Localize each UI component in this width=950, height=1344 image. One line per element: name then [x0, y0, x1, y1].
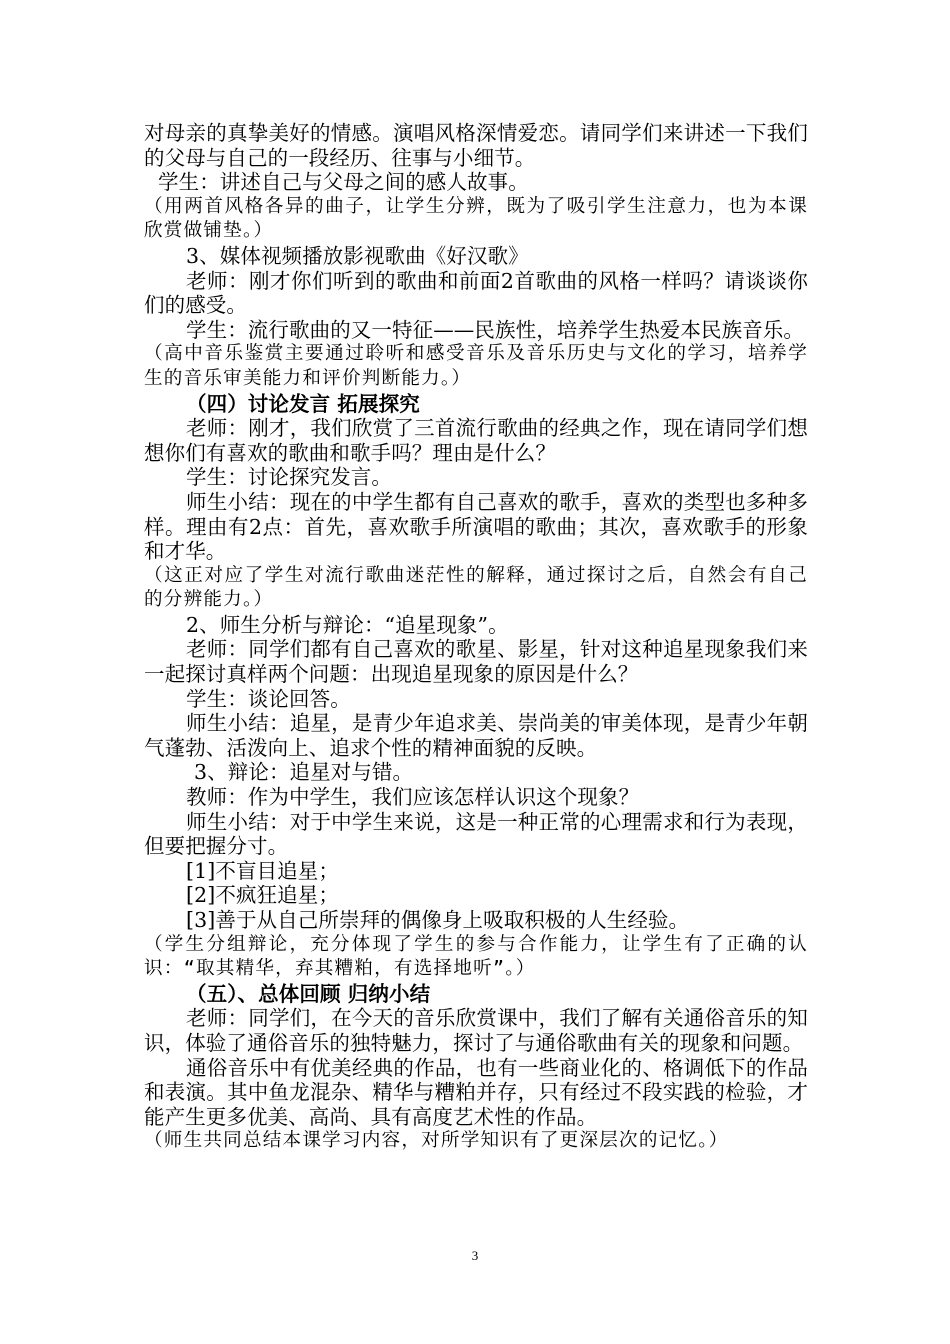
- paragraph-summary: 师生小结：现在的中学生都有自己喜欢的歌手，喜欢的类型也多种多样。理由有2点：首先，喜欢歌手所演唱的歌曲；其次，喜欢歌手的形象和才华。: [144, 489, 808, 564]
- paragraph-teacher-question: 老师：刚才，我们欣赏了三首流行歌曲的经典之作，现在请同学们想想你们有喜欢的歌曲和歌手吗？理由是什么？: [144, 416, 808, 465]
- paragraph-summary: 师生小结：对于中学生来说，这是一种正常的心理需求和行为表现，但要把握分寸。: [144, 809, 808, 859]
- paragraph-student-response: 学生：流行歌曲的又一特征——民族性，培养学生热爱本民族音乐。: [186, 317, 804, 342]
- paragraph-teacher-statement: 老师：同学们，在今天的音乐欣赏课中，我们了解有关通俗音乐的知识，体验了通俗音乐的独特魅力，探讨了与通俗歌曲有关的现象和问题。: [144, 1006, 808, 1055]
- paragraph-teacher-question: 老师：同学们都有自己喜欢的歌星、影星，针对这种追星现象我们来一起探讨真样两个问题：出现追星现象的原因是什么？: [144, 637, 808, 687]
- paragraph-teaching-note: （学生分组辩论，充分体现了学生的参与合作能力，让学生有了正确的认识：“取其精华，弃其糟粕，有选择地听”。）: [144, 933, 808, 980]
- paragraph-student-response: 学生：讨论探究发言。: [186, 465, 392, 490]
- paragraph-step-analysis: 2、师生分析与辩论：“追星现象”。: [186, 612, 509, 637]
- paragraph-body: 通俗音乐中有优美经典的作品，也有一些商业化的、格调低下的作品和表演。其中鱼龙混杂、精华与糟粕并存，只有经过不段实践的检验，才能产生更多优美、高尚、具有高度艺术性的作品。: [144, 1055, 808, 1129]
- list-item: [1]不盲目追星；: [186, 858, 339, 883]
- paragraph-teaching-note: （师生共同总结本课学习内容，对所学知识有了更深层次的记忆。）: [144, 1130, 729, 1152]
- paragraph-continuation: 对母亲的真挚美好的情感。演唱风格深情爱恋。请同学们来讲述一下我们的父母与自己的一段经历、往事与小细节。: [144, 121, 808, 170]
- paragraph-step-debate: 3、辩论：追星对与错。: [194, 760, 414, 785]
- paragraph-step-video: 3、媒体视频播放影视歌曲《好汉歌》: [186, 243, 529, 268]
- paragraph-teacher-question: 教师：作为中学生，我们应该怎样认识这个现象？: [186, 785, 640, 810]
- page-number: 3: [471, 1248, 479, 1263]
- paragraph-student-response: 学生：谈论回答。: [186, 686, 351, 711]
- paragraph-summary: 师生小结：追星，是青少年追求美、崇尚美的审美体现，是青少年朝气蓬勃、活泼向上、追求个性的精神面貌的反映。: [144, 711, 808, 760]
- paragraph-student-response: 学生：讲述自己与父母之间的感人故事。: [158, 170, 529, 195]
- document-body: [144, 121, 808, 1154]
- list-item: [2]不疯狂追星；: [186, 883, 339, 908]
- list-item: [3]善于从自己所崇拜的偶像身上吸取积极的人生经验。: [186, 908, 690, 932]
- section-heading-discussion: （四）讨论发言 拓展探究: [186, 391, 420, 416]
- paragraph-teaching-note: （高中音乐鉴赏主要通过聆听和感受音乐及音乐历史与文化的学习，培养学生的音乐审美能力和评价判断能力。）: [144, 343, 808, 389]
- paragraph-teacher-question: 老师：刚才你们听到的歌曲和前面2首歌曲的风格一样吗？请谈谈你们的感受。: [144, 268, 808, 318]
- section-heading-review: （五）、总体回顾 归纳小结: [186, 981, 431, 1006]
- paragraph-teaching-note: （用两首风格各异的曲子，让学生分辨，既为了吸引学生注意力，也为本课欣赏做铺垫。）: [144, 195, 808, 242]
- paragraph-teaching-note: （这正对应了学生对流行歌曲迷茫性的解释，通过探讨之后，自然会有自己的分辨能力。）: [144, 564, 808, 611]
